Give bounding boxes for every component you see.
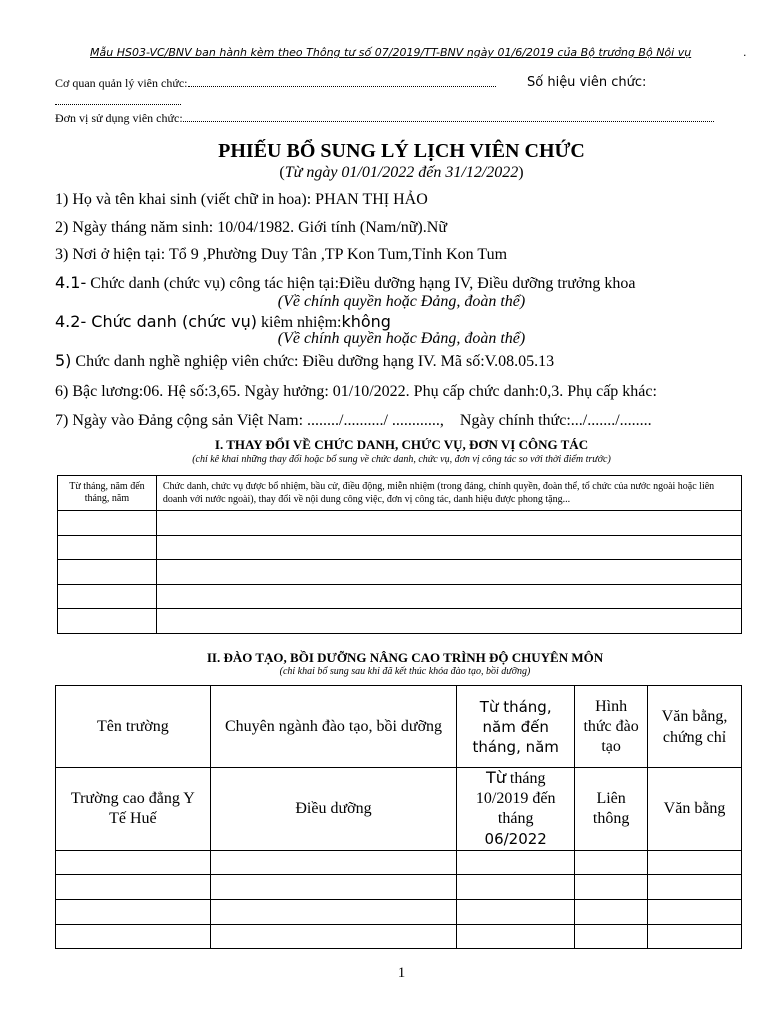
table-row <box>56 851 742 875</box>
table-cell[interactable] <box>156 585 741 609</box>
table-cell[interactable] <box>156 560 741 585</box>
field-full-name: 1) Họ và tên khai sinh (viết chữ in hoa): PHAN THỊ HẢO <box>55 191 428 208</box>
table-row <box>58 536 742 560</box>
table-cell[interactable] <box>457 875 575 900</box>
field-professional-title-text: Chức danh nghề nghiệp viên chức: Điều dưỡng hạng IV. Mã số:V.08.05.13 <box>71 353 555 370</box>
column-header-training-form: Hình thức đào tạo <box>575 686 648 768</box>
cell-period-prefix: Từ <box>485 768 506 787</box>
form-period: (Từ ngày 01/01/2022 đến 31/12/2022) <box>279 164 524 181</box>
section1-title: I. THAY ĐỔI VỀ CHỨC DANH, CHỨC VỤ, ĐƠN VỊ CÔNG TÁC <box>214 437 589 452</box>
field-current-position-number: 4.1- <box>55 273 87 292</box>
table-row <box>58 560 742 585</box>
cell-school[interactable]: Trường cao đẳng Y Tế Huế <box>56 768 211 851</box>
form-template-note: Mẫu HS03-VC/BNV ban hành kèm theo Thông tư số 07/2019/TT-BNV ngày 01/6/2019 của Bộ trưởng Bộ Nội vụ <box>90 46 692 59</box>
field-birth-gender: 2) Ngày tháng năm sinh: 10/04/1982. Giới tính (Nam/nữ).Nữ <box>55 219 447 236</box>
cell-period-end: 06/2022 <box>484 830 547 848</box>
cell-period-text: tháng 10/2019 đến tháng <box>475 770 556 827</box>
table-cell[interactable] <box>56 851 211 875</box>
unit-label: Đơn vị sử dụng viên chức: <box>55 111 183 125</box>
table-cell[interactable] <box>56 925 211 949</box>
field-concurrent-position <box>55 312 391 332</box>
table-cell[interactable] <box>210 851 457 875</box>
page-number: 1 <box>397 965 406 981</box>
table-cell[interactable] <box>58 585 157 609</box>
table-cell[interactable] <box>575 875 648 900</box>
table-cell[interactable] <box>210 925 457 949</box>
table-header-row <box>56 686 742 768</box>
field-salary: 6) Bậc lương:06. Hệ số:3,65. Ngày hưởng: 01/10/2022. Phụ cấp chức danh:0,3. Phụ cấp khác: <box>55 383 657 400</box>
cell-degree[interactable]: Văn bằng <box>648 768 742 851</box>
agency-dotted-field[interactable] <box>188 78 496 87</box>
field-residence: 3) Nơi ở hiện tại: Tổ 9 ,Phường Duy Tân ,TP Kon Tum,Tỉnh Kon Tum <box>55 246 508 263</box>
table-cell[interactable] <box>56 875 211 900</box>
table-cell[interactable] <box>648 925 742 949</box>
table-cell[interactable] <box>58 609 157 634</box>
table-cell[interactable] <box>156 511 741 536</box>
field-current-position <box>55 273 635 293</box>
table-cell[interactable] <box>58 536 157 560</box>
table-cell[interactable] <box>575 900 648 925</box>
table-cell[interactable] <box>58 511 157 536</box>
column-header-degree: Văn bằng, chứng chỉ <box>648 686 742 768</box>
training-table <box>55 685 742 949</box>
column-header-period: Từ tháng, năm đến tháng, năm <box>58 476 157 511</box>
table-row <box>56 768 742 851</box>
table-cell[interactable] <box>156 536 741 560</box>
form-title: PHIẾU BỔ SUNG LÝ LỊCH VIÊN CHỨC <box>218 140 585 162</box>
field-concurrent-position-note: (Về chính quyền hoặc Đảng, đoàn thể) <box>277 330 526 347</box>
field-concurrent-position-label: 4.2- Chức danh (chức vụ) <box>55 312 258 331</box>
table-row <box>58 511 742 536</box>
table-cell[interactable] <box>210 875 457 900</box>
header-note-tail: . <box>743 46 747 59</box>
section1-note: (chỉ kê khai những thay đổi hoặc bổ sung về chức danh, chức vụ, đơn vị công tác so với thời điểm trước) <box>192 454 611 465</box>
column-header-period: Từ tháng, năm đến tháng, năm <box>457 686 575 768</box>
field-professional-title-number: 5) <box>55 351 72 370</box>
table-cell[interactable] <box>575 851 648 875</box>
table-header-row <box>58 476 742 511</box>
table-row <box>58 609 742 634</box>
field-concurrent-position-text: kiêm nhiệm: <box>257 314 342 331</box>
table-cell[interactable] <box>156 609 741 634</box>
table-cell[interactable] <box>648 875 742 900</box>
cell-period[interactable] <box>457 768 575 851</box>
column-header-school: Tên trường <box>56 686 211 768</box>
field-professional-title <box>55 351 554 371</box>
table-cell[interactable] <box>648 851 742 875</box>
field-party-date: 7) Ngày vào Đảng cộng sản Việt Nam: ......../........../ ............, Ngày chính thức:.../......./........ <box>55 412 652 429</box>
table-cell[interactable] <box>210 900 457 925</box>
table-cell[interactable] <box>56 900 211 925</box>
employee-number-dotted-field[interactable] <box>55 92 181 110</box>
section2-title: II. ĐÀO TẠO, BỒI DƯỠNG NÂNG CAO TRÌNH ĐỘ CHUYÊN MÔN <box>206 650 604 665</box>
field-current-position-note: (Về chính quyền hoặc Đảng, đoàn thể) <box>277 293 526 310</box>
employee-number-label: Số hiệu viên chức: <box>527 75 647 90</box>
table-cell[interactable] <box>457 900 575 925</box>
table-row <box>56 900 742 925</box>
section2-note: (chỉ khai bổ sung sau khi đã kết thúc khóa đào tạo, bồi dưỡng) <box>279 666 531 677</box>
table-cell[interactable] <box>648 900 742 925</box>
field-current-position-text: Chức danh (chức vụ) công tác hiện tại:Điều dưỡng hạng IV, Điều dưỡng trưởng khoa <box>86 275 636 292</box>
agency-label: Cơ quan quản lý viên chức: <box>55 76 188 90</box>
unit-dotted-field[interactable] <box>183 113 714 122</box>
table-cell[interactable] <box>457 851 575 875</box>
cell-major[interactable]: Điều dưỡng <box>210 768 457 851</box>
table-row <box>56 875 742 900</box>
table-cell[interactable] <box>457 925 575 949</box>
column-header-position: Chức danh, chức vụ được bổ nhiệm, bầu cử, điều động, miễn nhiệm (trong đảng, chính quyền, đoàn thể, tổ chức của nước ngoài hoặc liên doanh với nước ngoài), thay đổi về nội dung công việc, đơn vị công tác, danh hiệu được phong tặng... <box>156 476 741 511</box>
agency-line <box>55 76 496 91</box>
cell-training-form[interactable]: Liên thông <box>575 768 648 851</box>
table-row <box>58 585 742 609</box>
table-cell[interactable] <box>58 560 157 585</box>
table-row <box>56 925 742 949</box>
unit-line <box>55 111 714 126</box>
field-concurrent-position-value: không <box>341 312 391 331</box>
form-period-text: Từ ngày 01/01/2022 đến 31/12/2022 <box>284 164 519 181</box>
column-header-major: Chuyên ngành đào tạo, bồi dưỡng <box>210 686 457 768</box>
position-change-table <box>57 475 742 634</box>
table-cell[interactable] <box>575 925 648 949</box>
